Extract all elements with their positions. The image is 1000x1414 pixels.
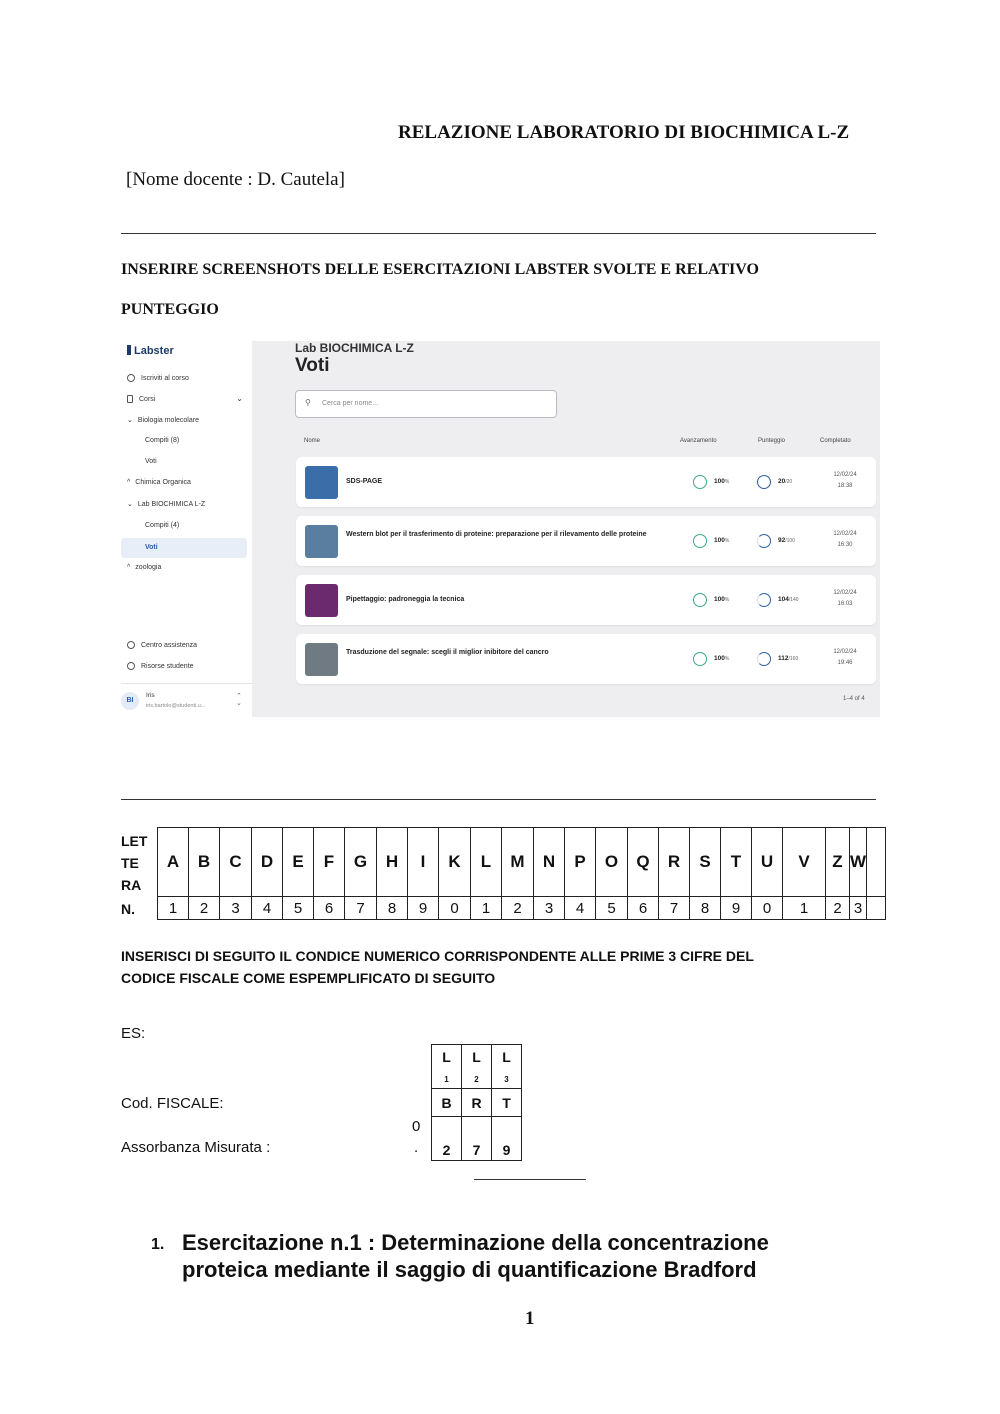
progress-ring-icon — [693, 534, 707, 548]
pagination: 1–4 of 4 — [843, 696, 865, 702]
sidebar-item-lab-bio-tasks[interactable]: Compiti (4) — [145, 522, 180, 529]
lab-name[interactable]: Western blot per il trasferimento di proteine: preparazione per il rilevamento delle proteine — [346, 531, 647, 538]
number-cell: 3 — [534, 897, 565, 920]
number-cell: 0 — [752, 897, 783, 920]
fiscal-code-label: Cod. FISCALE: — [121, 1095, 224, 1112]
sidebar-item-bio-mol-grades[interactable]: Voti — [145, 458, 157, 465]
completed-date: 12/02/24 18:38 — [833, 472, 857, 489]
score-value: 104/140 — [778, 596, 799, 603]
fiscal-letter-cell: R — [462, 1089, 492, 1117]
number-cell: 6 — [628, 897, 659, 920]
example-code-table — [431, 1044, 522, 1161]
progress-value: 100% — [714, 478, 730, 485]
page-number: 1 — [525, 1308, 535, 1329]
question-icon — [127, 641, 135, 649]
user-name: Iris — [146, 692, 155, 699]
document-title: RELAZIONE LABORATORIO DI BIOCHIMICA L-Z — [398, 122, 850, 143]
score-ring-icon — [757, 534, 771, 548]
number-cell: 8 — [377, 897, 408, 920]
code-header-cell: L 3 — [492, 1045, 522, 1089]
chevron-up-icon: ^ — [127, 564, 131, 571]
letter-cell: S — [690, 828, 721, 897]
col-header-progress[interactable]: Avanzamento — [680, 438, 717, 444]
letter-cell: O — [596, 828, 628, 897]
digit-cell: 9 — [492, 1117, 522, 1161]
labster-main — [252, 341, 880, 717]
lab-name[interactable]: Trasduzione del segnale: scegli il miglior inibitore del cancro — [346, 649, 549, 656]
col-header-score[interactable]: Punteggio — [758, 438, 786, 444]
score-value: 92/100 — [778, 537, 795, 544]
completed-date: 12/02/24 16:30 — [833, 531, 857, 548]
letter-cell: C — [220, 828, 252, 897]
code-instruction-line-1: INSERISCI DI SEGUITO IL CONDICE NUMERICO CORRISPONDENTE ALLE PRIME 3 CIFRE DEL — [121, 948, 754, 964]
exercise-title-line-1: Esercitazione n.1 : Determinazione della concentrazione — [182, 1230, 769, 1255]
letter-cell: V — [783, 828, 826, 897]
labster-logo: Labster — [127, 345, 174, 357]
letter-cell: W — [850, 828, 867, 897]
progress-value: 100% — [714, 596, 730, 603]
absorbance-label: Assorbanza Misurata : — [121, 1139, 271, 1156]
letter-number-table — [157, 827, 886, 920]
sidebar-active-highlight — [121, 538, 247, 558]
completed-date: 12/02/24 16:03 — [833, 590, 857, 607]
letter-cell: L — [471, 828, 502, 897]
answer-underline — [474, 1179, 586, 1180]
plus-circle-icon — [127, 374, 135, 382]
sidebar-item-bio-mol[interactable]: ⌄ Biologia molecolare — [127, 417, 199, 424]
letter-cell: E — [283, 828, 314, 897]
number-cell: 9 — [721, 897, 752, 920]
number-cell: 6 — [314, 897, 345, 920]
sidebar-item-resources[interactable]: Risorse studente — [127, 662, 194, 670]
number-cell: 7 — [345, 897, 377, 920]
letter-cell: Z — [826, 828, 850, 897]
progress-ring-icon — [693, 475, 707, 489]
letter-cell: Q — [628, 828, 659, 897]
number-cell: 7 — [659, 897, 690, 920]
score-value: 20/20 — [778, 478, 793, 485]
col-header-name[interactable]: Nome — [304, 438, 321, 444]
number-cell: 2 — [826, 897, 850, 920]
exercise-title-line-2: proteica mediante il saggio di quantificazione Bradford — [182, 1257, 757, 1282]
number-cell: 5 — [596, 897, 628, 920]
lab-thumbnail — [305, 466, 338, 499]
number-cell: 2 — [189, 897, 220, 920]
divider-middle — [121, 799, 876, 800]
grade-row[interactable] — [296, 516, 876, 566]
progress-value: 100% — [714, 655, 730, 662]
letter-cell: I — [408, 828, 439, 897]
instruction-line-1: INSERIRE SCREENSHOTS DELLE ESERCITAZIONI LABSTER SVOLTE E RELATIVO — [121, 261, 759, 278]
score-ring-icon — [757, 475, 771, 489]
code-header-cell: L 1 — [432, 1045, 462, 1089]
teacher-name: [Nome docente : D. Cautela] — [126, 169, 345, 190]
number-cell: 8 — [690, 897, 721, 920]
empty-cell — [867, 828, 886, 897]
number-cell: 4 — [565, 897, 596, 920]
letter-cell: B — [189, 828, 220, 897]
number-cell: 4 — [252, 897, 283, 920]
labster-screenshot — [121, 341, 880, 717]
number-cell: 9 — [408, 897, 439, 920]
grade-row[interactable] — [296, 634, 876, 684]
lab-thumbnail — [305, 525, 338, 558]
lab-name[interactable]: Pipettaggio: padroneggia la tecnica — [346, 596, 465, 603]
search-placeholder: Cerca per nome... — [322, 400, 379, 407]
score-ring-icon — [757, 593, 771, 607]
book-icon — [127, 395, 133, 403]
chevron-up-icon: ^ — [127, 479, 131, 486]
letter-cell: P — [565, 828, 596, 897]
letter-cell: F — [314, 828, 345, 897]
absorbance-dot: . — [414, 1139, 419, 1156]
sidebar-item-chim-org[interactable]: ^ Chimica Organica — [127, 479, 191, 486]
number-cell: 5 — [283, 897, 314, 920]
search-input[interactable] — [295, 390, 557, 418]
sidebar-item-lab-bio[interactable]: ⌄ Lab BIOCHIMICA L-Z — [127, 501, 206, 508]
letter-cell: D — [252, 828, 283, 897]
sidebar-item-bio-mol-tasks[interactable]: Compiti (8) — [145, 437, 180, 444]
letter-cell: H — [377, 828, 408, 897]
digit-cell: 7 — [462, 1117, 492, 1161]
user-menu-chevron-icon[interactable]: ⌃ ⌄ — [236, 693, 242, 707]
instruction-line-2: PUNTEGGIO — [121, 301, 219, 318]
labster-sidebar — [121, 341, 252, 717]
course-title: Lab BIOCHIMICA L-Z — [295, 341, 414, 355]
letter-cell: M — [502, 828, 534, 897]
letter-cell: K — [439, 828, 471, 897]
grade-row[interactable] — [296, 575, 876, 625]
empty-cell — [867, 897, 886, 920]
col-header-completed[interactable]: Completato — [820, 438, 851, 444]
lightbulb-icon — [127, 662, 135, 670]
number-cell: 3 — [220, 897, 252, 920]
divider-top — [121, 233, 876, 234]
completed-date: 12/02/24 19:46 — [833, 649, 857, 666]
code-instruction-line-2: CODICE FISCALE COME ESPEMPLIFICATO DI SEGUITO — [121, 970, 496, 986]
fiscal-letter-cell: T — [492, 1089, 522, 1117]
sidebar-item-enroll[interactable]: Iscriviti al corso — [127, 374, 189, 382]
example-label: ES: — [121, 1025, 146, 1042]
sidebar-item-zoology[interactable]: ^ zoologia — [127, 564, 162, 571]
sidebar-item-courses[interactable]: Corsi ⌄ — [127, 395, 245, 403]
labster-logo-icon — [127, 345, 131, 355]
lab-name[interactable]: SDS-PAGE — [346, 478, 383, 485]
number-cell: 0 — [439, 897, 471, 920]
chevron-down-icon: ⌄ — [127, 417, 133, 424]
letter-row-label: LET TE RA — [121, 833, 148, 893]
letter-cell: U — [752, 828, 783, 897]
number-cell: 1 — [471, 897, 502, 920]
letter-cell: R — [659, 828, 690, 897]
user-email: iris.bartolo@studenti.u... — [146, 703, 206, 709]
letter-cell: T — [721, 828, 752, 897]
number-row-label: N. — [121, 901, 135, 917]
number-cell: 3 — [850, 897, 867, 920]
fiscal-letter-cell: B — [432, 1089, 462, 1117]
number-cell: 2 — [502, 897, 534, 920]
letter-cell: G — [345, 828, 377, 897]
chevron-down-icon: ⌄ — [236, 394, 243, 403]
avatar[interactable]: BI — [121, 692, 139, 710]
digit-cell: 2 — [432, 1117, 462, 1161]
sidebar-divider — [121, 683, 252, 684]
exercise-number: 1. — [151, 1236, 165, 1253]
grade-row[interactable] — [296, 457, 876, 507]
lab-thumbnail — [305, 643, 338, 676]
progress-ring-icon — [693, 593, 707, 607]
score-ring-icon — [757, 652, 771, 666]
chevron-down-icon: ⌄ — [127, 501, 133, 508]
letter-cell: N — [534, 828, 565, 897]
number-cell: 1 — [783, 897, 826, 920]
number-cell: 1 — [158, 897, 189, 920]
progress-ring-icon — [693, 652, 707, 666]
sidebar-item-help[interactable]: Centro assistenza — [127, 641, 197, 649]
score-value: 112/160 — [778, 655, 799, 662]
letter-cell: A — [158, 828, 189, 897]
page-title: Voti — [295, 355, 330, 376]
search-icon: ⚲ — [305, 398, 311, 407]
progress-value: 100% — [714, 537, 730, 544]
sidebar-item-lab-bio-grades[interactable]: Voti — [145, 544, 158, 551]
absorbance-zero: 0 — [412, 1118, 421, 1135]
lab-thumbnail — [305, 584, 338, 617]
code-header-cell: L 2 — [462, 1045, 492, 1089]
